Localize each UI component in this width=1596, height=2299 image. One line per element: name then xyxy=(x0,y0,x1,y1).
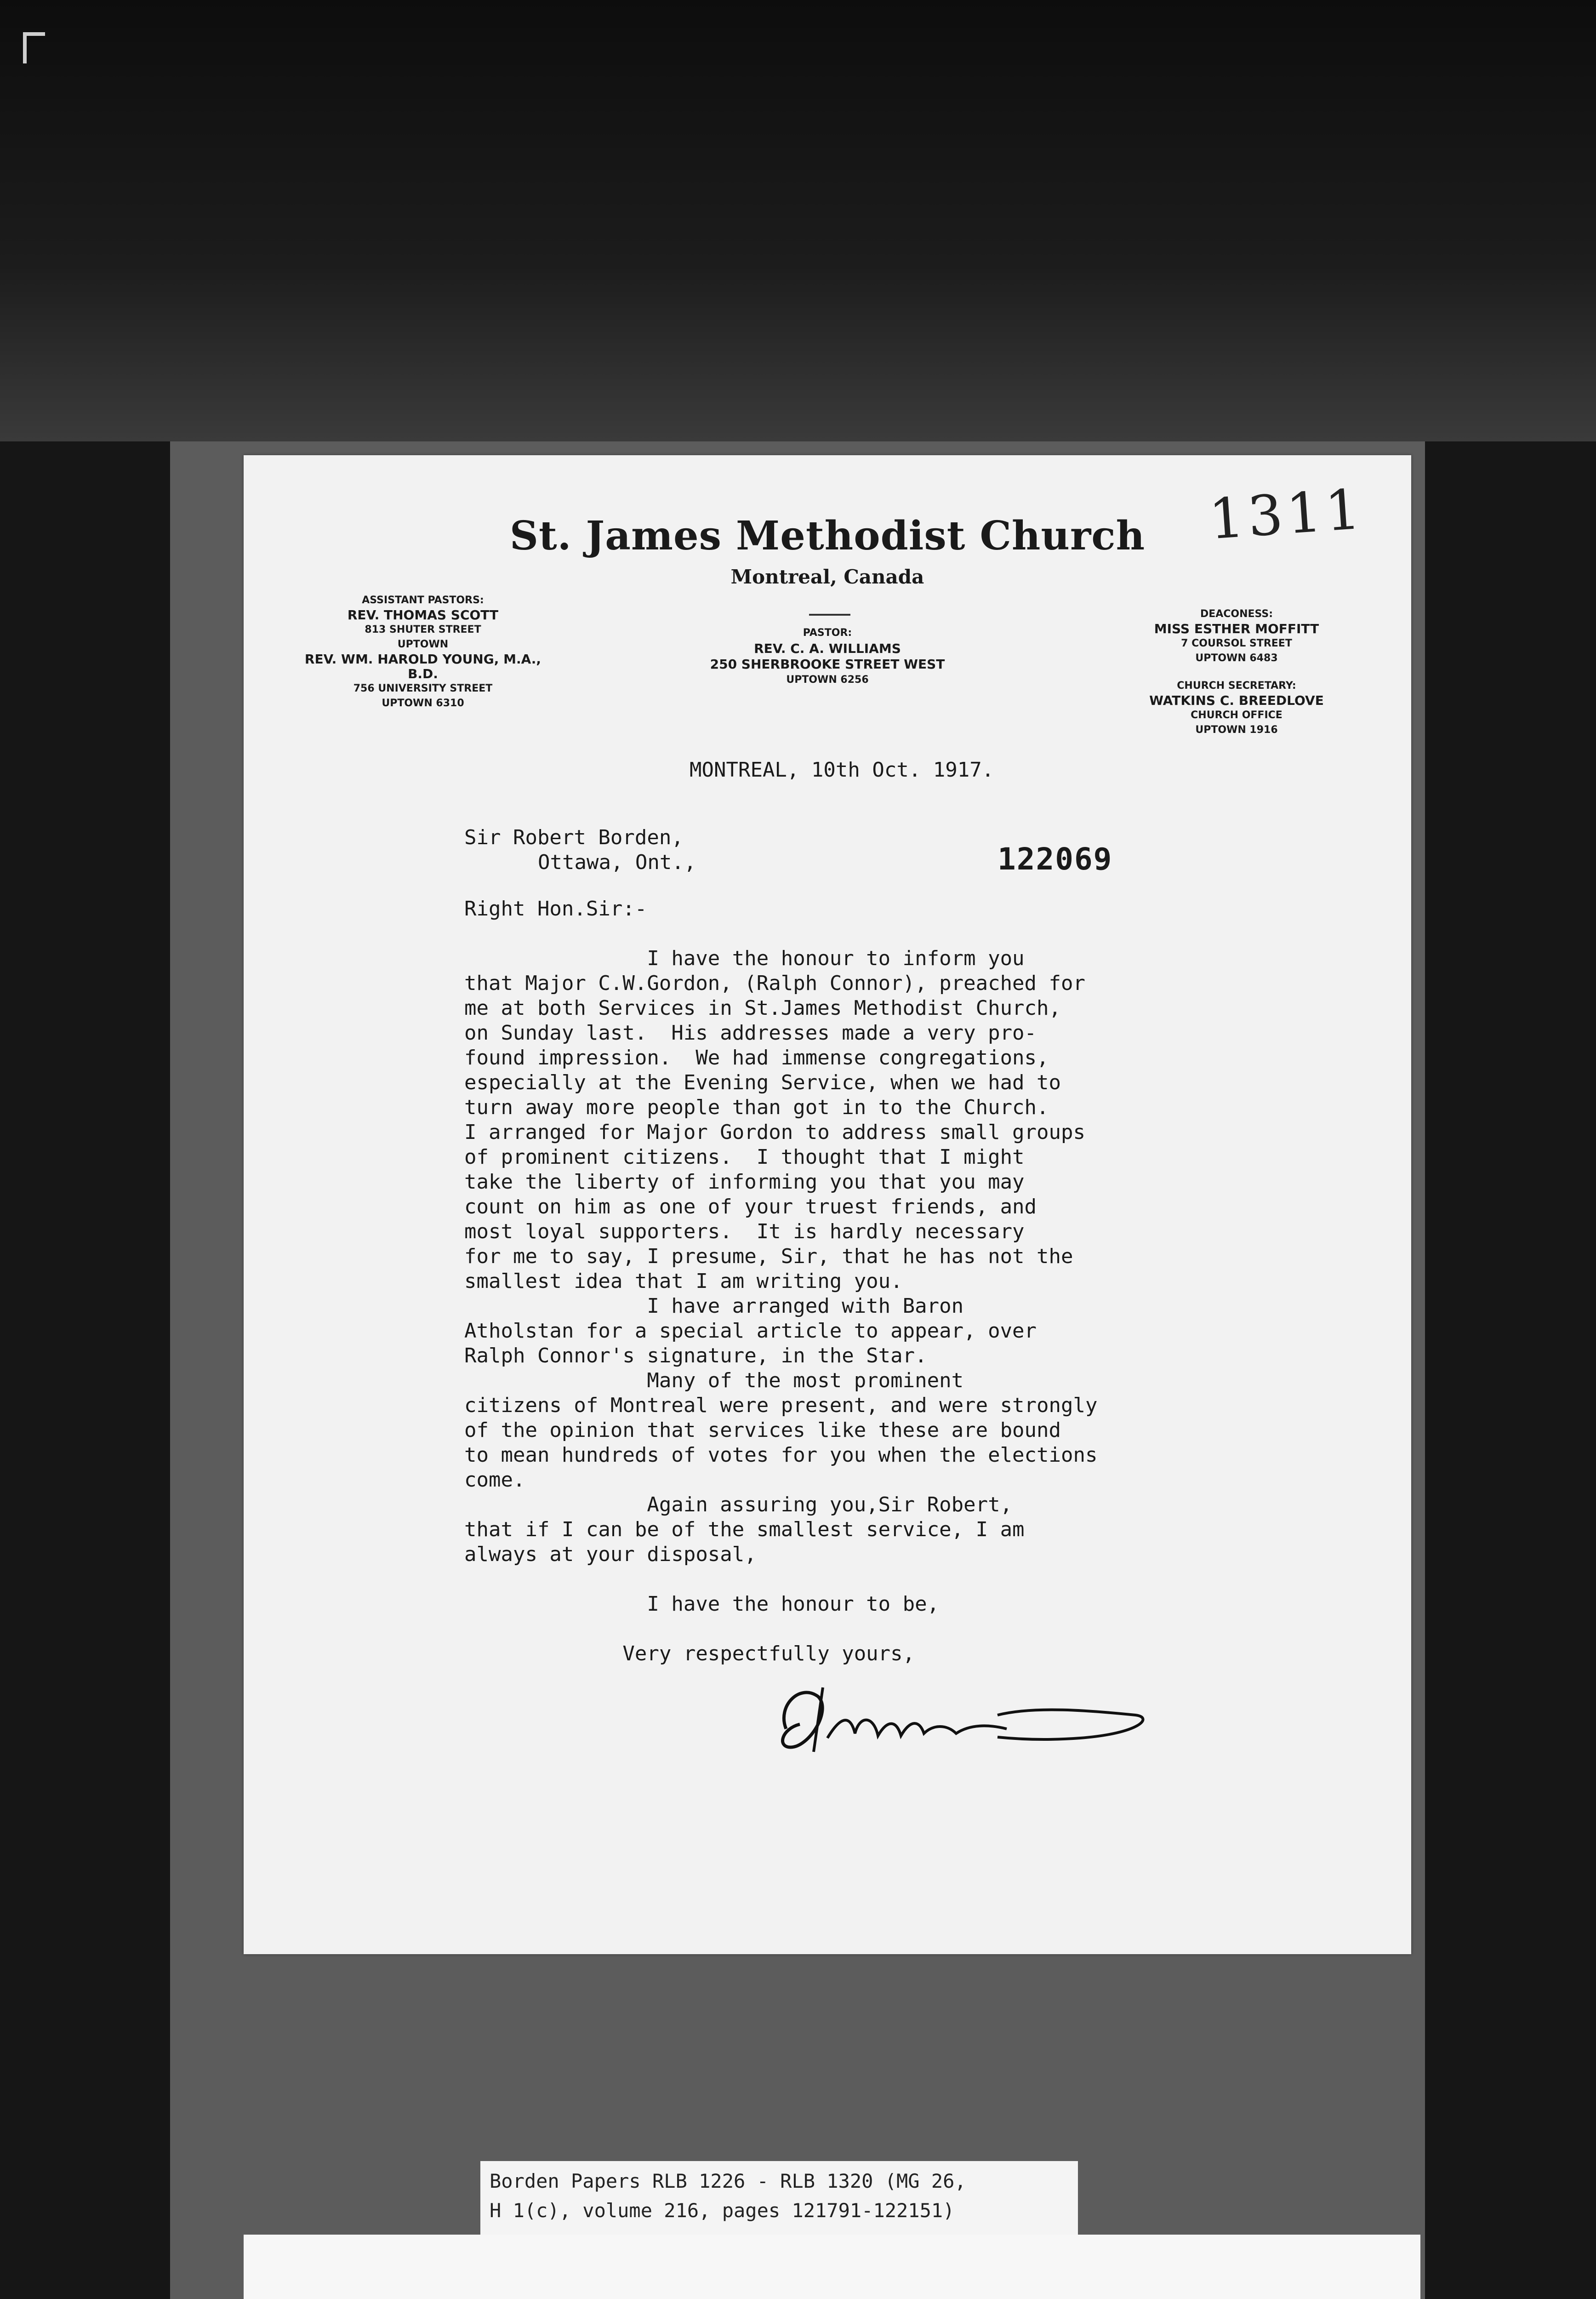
deaconess-name: MISS ESTHER MOFFITT xyxy=(1154,621,1319,636)
salutation: Right Hon.Sir:- xyxy=(464,897,647,921)
letter-date: MONTREAL, 10th Oct. 1917. xyxy=(690,758,994,782)
recipient-line-1: Sir Robert Borden, xyxy=(464,826,684,849)
pastor-phone: UPTOWN 6256 xyxy=(786,674,869,686)
assistant-pastor-2-phone: UPTOWN 6310 xyxy=(382,698,464,709)
church-name: St. James Methodist Church xyxy=(509,513,1146,559)
church-city: Montreal, Canada xyxy=(730,566,924,588)
archive-caption xyxy=(480,2161,1078,2235)
caption-line-2: H 1(c), volume 216, pages 121791-122151) xyxy=(490,2199,955,2222)
deaconess-address: 7 COURSOL STREET xyxy=(1181,638,1292,649)
deaconess-label: DEACONESS: xyxy=(1200,608,1273,620)
film-margin xyxy=(0,0,1596,441)
assistant-pastors-label: ASSISTANT PASTORS: xyxy=(362,595,484,606)
assistant-pastor-2-name: REV. WM. HAROLD YOUNG, M.A., B.D. xyxy=(304,652,542,681)
signature xyxy=(758,1660,1172,1770)
assistant-pastor-1-address: 813 SHUTER STREET xyxy=(365,624,481,635)
assistant-pastor-1-phone: UPTOWN xyxy=(397,639,449,650)
film-corner-mark xyxy=(23,32,45,63)
recipient-line-2: Ottawa, Ont., xyxy=(538,851,696,874)
pastor-block xyxy=(667,625,988,688)
church-secretary-office: CHURCH OFFICE xyxy=(1191,709,1282,721)
letterhead-rule xyxy=(809,614,850,616)
pastor-address: 250 SHERBROOKE STREET WEST xyxy=(710,657,945,672)
assistant-pastor-1-name: REV. THOMAS SCOTT xyxy=(347,607,499,623)
recipient-address xyxy=(464,825,696,875)
caption-line-1: Borden Papers RLB 1226 - RLB 1320 (MG 26, xyxy=(490,2170,966,2192)
pastor-name: REV. C. A. WILLIAMS xyxy=(754,641,901,656)
letter-page xyxy=(244,455,1411,1954)
pastor-label: PASTOR: xyxy=(803,627,852,639)
deaconess-phone: UPTOWN 6483 xyxy=(1195,652,1278,664)
church-secretary-phone: UPTOWN 1916 xyxy=(1195,724,1278,736)
handwritten-page-number: 1311 xyxy=(1207,477,1366,552)
letter-body xyxy=(464,897,1098,1666)
assistant-pastors-block xyxy=(294,593,552,711)
letter-body-text: I have the honour to inform you that Major C.W.Gordon, (Ralph Connor), preached for me at both Services in St.James Methodist Church, on Sunday last. His addresses made a very pro- found impression. We had immense congregations, especially at the Evening Service, when we had to turn away more people than got in to the Church. I arranged for Major Gordon to address small groups of prominent citizens. I thought that I might take the liberty of informing you that you may count on him as one of your truest friends, and most loyal supporters. It is hardly necessary for me to say, I presume, Sir, that he has not the smallest idea that I am writing you. I have arranged with Baron Atholstan for a special article to appear, over Ralph Connor's signature, in the Star. Many of the most prominent citizens of Montreal were present, and were strongly of the opinion that services like these are bound to mean hundreds of votes for you when the elections come. Again assuring you,Sir Robert, that if I can be of the smallest service, I am always at your disposal, I have the honour to be, Very respectfully yours, xyxy=(464,947,1098,1665)
deaconess-block xyxy=(1108,607,1365,738)
assistant-pastor-2-address: 756 UNIVERSITY STREET xyxy=(353,683,493,694)
archives-stamp xyxy=(244,2235,1420,2299)
church-secretary-name: WATKINS C. BREEDLOVE xyxy=(1149,693,1324,708)
document-number-stamp: 122069 xyxy=(998,841,1113,877)
church-secretary-label: CHURCH SECRETARY: xyxy=(1177,680,1296,692)
